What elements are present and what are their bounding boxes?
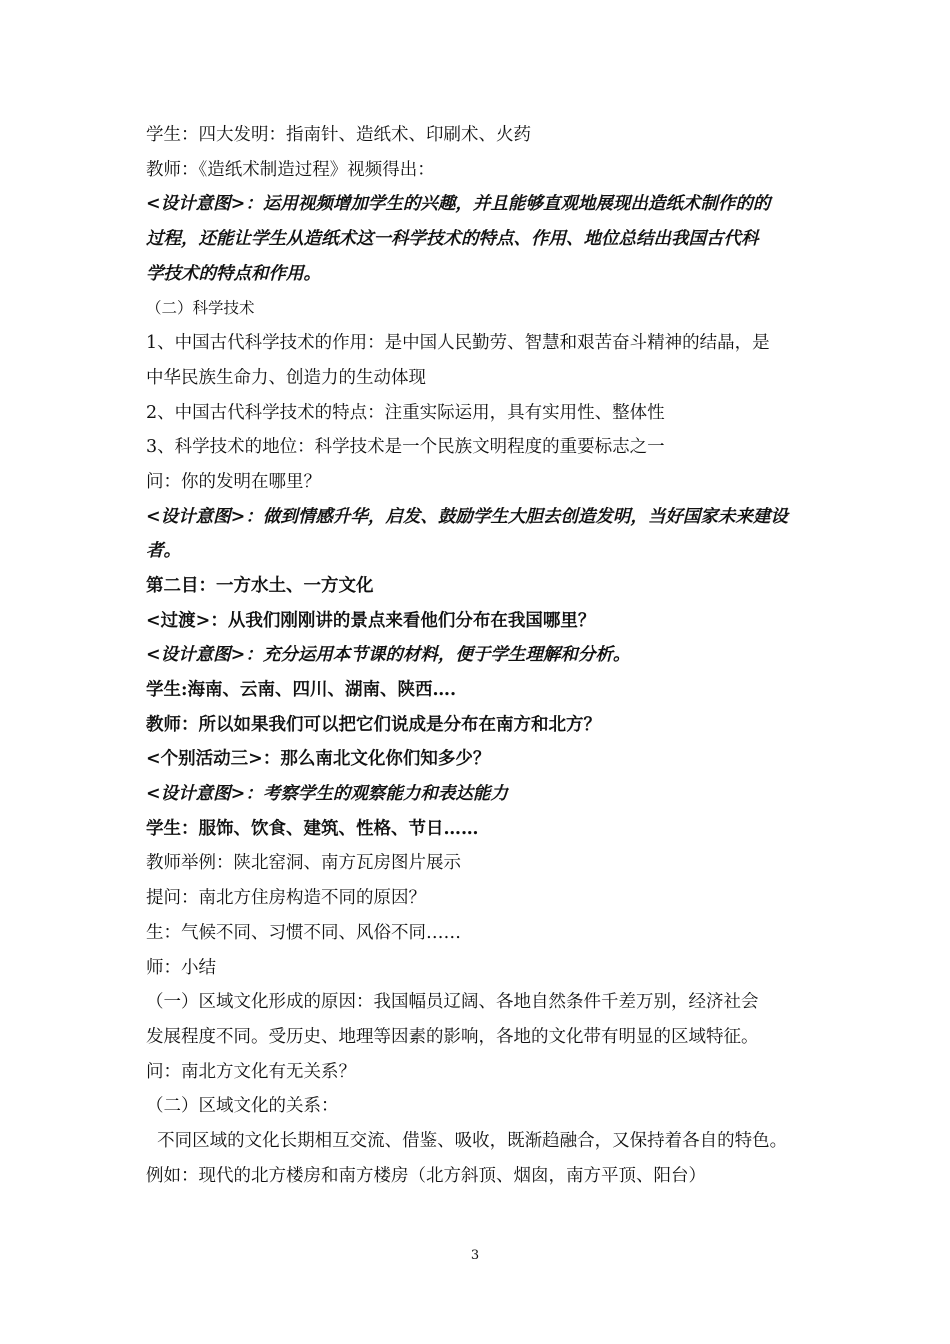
text-line: 2、中国古代科学技术的特点：注重实际运用，具有实用性、整体性 (146, 402, 665, 423)
design-intent-line: 过程，还能让学生从造纸术这一科学技术的特点、作用、地位总结出我国古代科 (146, 229, 759, 250)
bold-line: 教师：所以如果我们可以把它们说成是分布在南方和北方？ (146, 714, 601, 735)
text-line: 3、科学技术的地位：科学技术是一个民族文明程度的重要标志之一 (146, 437, 665, 458)
text-line: 不同区域的文化长期相互交流、借鉴、吸收，既渐趋融合，又保持着各自的特色。 (146, 1130, 788, 1151)
design-intent-line: 者。 (146, 541, 181, 562)
text-line: 师：小结 (146, 957, 216, 978)
design-intent-line: <设计意图>：充分运用本节课的材料，便于学生理解和分析。 (146, 645, 631, 666)
text-line: 生：气候不同、习惯不同、风俗不同…… (146, 922, 461, 943)
section-heading: （二）科学技术 (146, 299, 255, 318)
bold-line: 学生:海南、云南、四川、湖南、陕西…. (146, 680, 457, 700)
text-line: 学生：四大发明：指南针、造纸术、印刷术、火药 (146, 125, 531, 145)
text-line: 教师：《造纸术制造过程》视频得出： (146, 159, 435, 180)
design-intent-line: <设计意图>：考察学生的观察能力和表达能力 (146, 784, 508, 805)
text-line: 1、中国古代科学技术的作用：是中国人民勤劳、智慧和艰苦奋斗精神的结晶，是 (146, 333, 770, 354)
text-line: 中华民族生命力、创造力的生动体现 (146, 367, 426, 388)
design-intent-line: <设计意图>：运用视频增加学生的兴趣，并且能够直观地展现出造纸术制作的的 (146, 194, 771, 215)
text-line: 发展程度不同。受历史、地理等因素的影响，各地的文化带有明显的区域特征。 (146, 1026, 759, 1047)
text-line: （二）区域文化的关系： (146, 1096, 339, 1117)
text-line: 问：你的发明在哪里？ (146, 471, 321, 492)
bold-line: <过渡>：从我们刚刚讲的景点来看他们分布在我国哪里？ (146, 610, 596, 631)
text-line: 问：南北方文化有无关系？ (146, 1061, 356, 1082)
page-body (146, 118, 816, 1193)
bold-line: 学生：服饰、饮食、建筑、性格、节日…… (146, 818, 479, 839)
design-intent-line: <设计意图>：做到情感升华，启发、鼓励学生大胆去创造发明，当好国家未来建设 (146, 506, 788, 527)
text-line: 教师举例：陕北窑洞、南方瓦房图片展示 (146, 853, 461, 874)
text-line: （一）区域文化形成的原因：我国幅员辽阔、各地自然条件千差万别，经济社会 (146, 992, 759, 1013)
page-number: 3 (470, 1248, 480, 1263)
design-intent-line: 学技术的特点和作用。 (146, 263, 321, 284)
text-line: 例如：现代的北方楼房和南方楼房（北方斜顶、烟囱，南方平顶、阳台） (146, 1165, 706, 1186)
section-heading: 第二目：一方水土、一方文化 (146, 575, 374, 596)
text-line: 提问：南北方住房构造不同的原因？ (146, 888, 426, 909)
bold-line: <个别活动三>：那么南北文化你们知多少？ (146, 749, 491, 770)
